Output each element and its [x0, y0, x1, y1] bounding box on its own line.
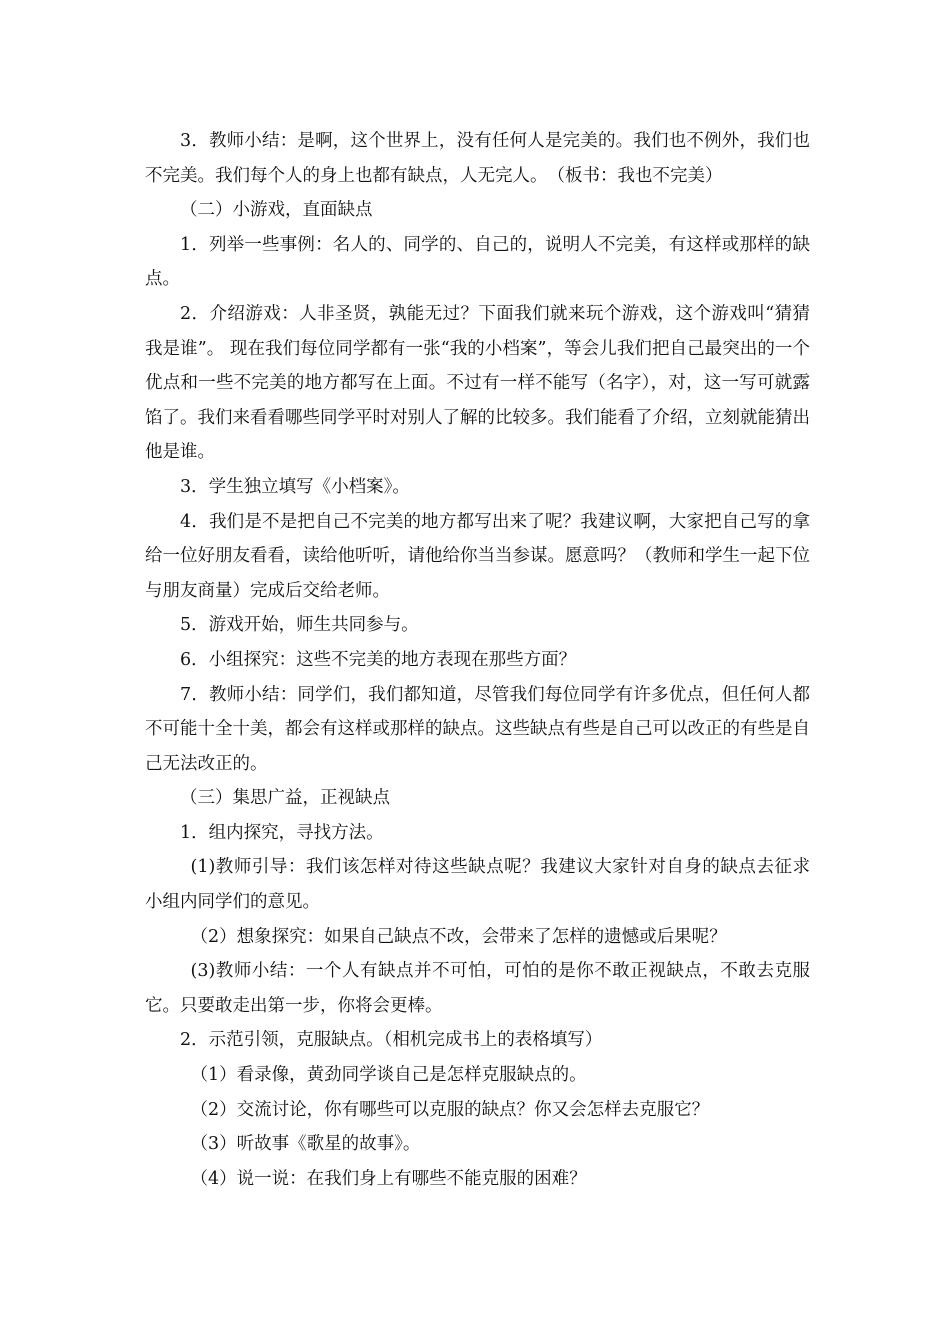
document-body — [145, 124, 810, 1196]
section-heading-3: （三）集思广益，正视缺点 — [180, 788, 390, 809]
paragraph-game-start: 5．游戏开始，师生共同参与。 — [180, 615, 419, 636]
paragraph-demo-overcome: 2．示范引领，克服缺点。（相机完成书上的表格填写） — [180, 1030, 603, 1051]
paragraph-share-with-friend: 4．我们是不是把自己不完美的地方都写出来了呢？我建议啊，大家把自己写的拿给一位好朋友看看，读给他听听，请他给你当当参谋。愿意吗？（教师和学生一起下位与朋友商量）完成后交给老师。 — [145, 511, 810, 601]
paragraph-teacher-summary-1: 3．教师小结：是啊，这个世界上，没有任何人是完美的。我们也不例外，我们也不完美。我们每个人的身上也都有缺点，人无完人。 （板书：我也不完美） — [145, 131, 810, 186]
paragraph-watch-video: （1）看录像，黄劲同学谈自己是怎样克服缺点的。 — [190, 1065, 587, 1086]
paragraph-group-methods: 1．组内探究，寻找方法。 — [180, 822, 384, 843]
paragraph-discuss: （2）交流讨论，你有哪些可以克服的缺点？你又会怎样去克服它？ — [190, 1099, 710, 1120]
paragraph-group-explore: 6．小组探究：这些不完美的地方表现在那些方面？ — [180, 649, 577, 670]
paragraph-teacher-guide: (1)教师引导：我们该怎样对待这些缺点呢？我建议大家针对自身的缺点去征求小组内同学们的意见。 — [145, 857, 810, 913]
section-heading-2: （二）小游戏，直面缺点 — [180, 200, 373, 221]
paragraph-teacher-summary-7: 7．教师小结：同学们，我们都知道，尽管我们每位同学有许多优点，但任何人都不可能十全十美，都会有这样或那样的缺点。这些缺点有些是自己可以改正的有些是自己无法改正的。 — [145, 684, 810, 774]
paragraph-teacher-summary-3: (3)教师小结：一个人有缺点并不可怕，可怕的是你不敢正视缺点，不敢去克服它。只要敢走出第一步，你将会更棒。 — [145, 961, 810, 1016]
paragraph-fill-profile: 3．学生独立填写《小档案》。 — [180, 476, 410, 497]
paragraph-game-intro: 2．介绍游戏：人非圣贤，孰能无过？下面我们就来玩个游戏，这个游戏叫“猜猜我是谁”。 现在我们每位同学都有一张“我的小档案”，等会儿我们把自己最突出的一个优点和一些不完美的地方都写在上面。不过有一样不能写（名字），对，这一写可就露馅了。我们来看看哪些同学平时对别人了解的比较多。我们能看了介绍，立刻就能猜出他是谁。 — [145, 303, 810, 463]
paragraph-examples: 1．列举一些事例：名人的、同学的、自己的，说明人不完美，有这样或那样的缺点。 — [145, 234, 810, 290]
paragraph-say: （4）说一说：在我们身上有哪些不能克服的困难？ — [190, 1168, 587, 1189]
paragraph-imagine: （2）想象探究：如果自己缺点不改，会带来了怎样的遗憾或后果呢？ — [190, 926, 727, 947]
paragraph-story: （3）听故事《歌星的故事》。 — [190, 1134, 421, 1155]
